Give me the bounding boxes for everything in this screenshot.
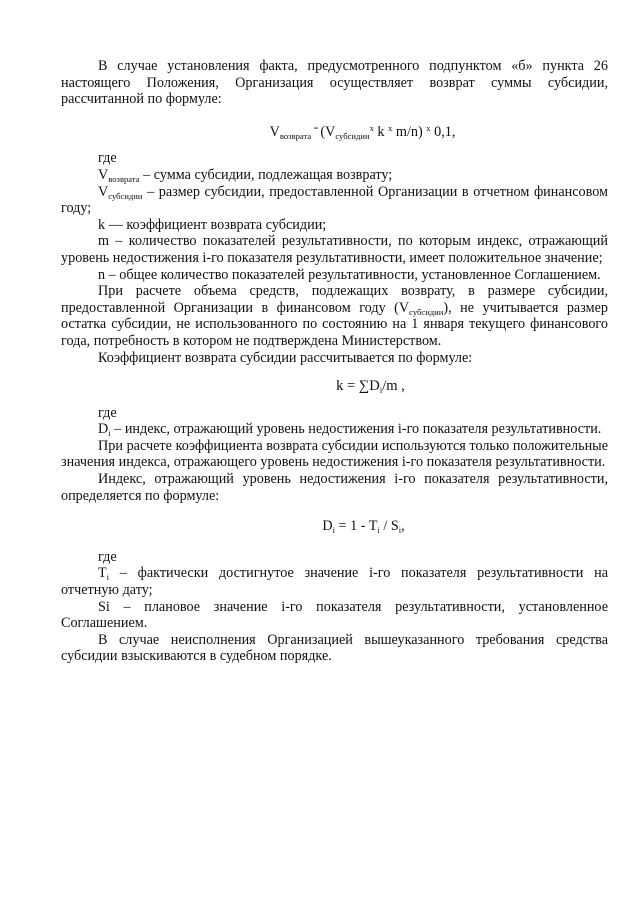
formula-symbol: /m , (382, 378, 405, 395)
definition-m: m – количество показателей результативности, по которым индекс, отражающий уровень недостижения i-го показателя результативности, имеет положительное значение; (61, 233, 608, 266)
formula-symbol: / S (379, 518, 399, 535)
formula-subscript: i (398, 525, 402, 536)
def-symbol: V (98, 183, 109, 200)
definition-k: k — коэффициент возврата субсидии; (98, 216, 327, 233)
formula-symbol: m/n) (392, 123, 427, 140)
formula-symbol: = 1 - T (334, 518, 378, 535)
formula-subscript: i (377, 525, 380, 536)
formula-symbol: D (322, 518, 333, 535)
formula-symbol: (V (320, 123, 336, 140)
def-symbol: V (98, 166, 109, 183)
paragraph-intro: В случае установления факта, предусмотренного подпунктом «б» пункта 26 настоящего Положения, Организация осуществляет возврат суммы субсидии, рассчитанной по формуле: (61, 58, 608, 108)
formula-equals: = (343, 378, 359, 395)
formula-subscript: i (379, 385, 383, 396)
definition-d (61, 421, 608, 438)
paragraph-subscript: субсидии (409, 306, 444, 317)
formula-coefficient (61, 378, 608, 395)
def-text: – индекс, отражающий уровень недостижения i-го показателя результативности. (110, 421, 602, 438)
formula-subscript: возврата (279, 130, 312, 141)
definition-n: n – общее количество показателей результативности, установленное Соглашением. (98, 266, 601, 283)
formula-subscript: субсидии (335, 130, 370, 141)
definition-v-subsidy (61, 184, 608, 217)
formula-symbol: V (269, 123, 280, 140)
def-symbol: T (98, 565, 107, 582)
formula-symbol: 0,1, (430, 123, 456, 140)
definition-v-return (61, 167, 608, 184)
def-text: – фактически достигнутое значение i-го показателя результативности на отчетную дату; (61, 565, 608, 599)
def-subscript: i (106, 572, 110, 583)
where-label: где (98, 548, 117, 565)
formula-times: x (369, 122, 374, 133)
where-label: где (98, 404, 117, 421)
def-symbol: D (98, 421, 109, 438)
formula-symbol: k (336, 378, 344, 395)
paragraph-coefficient-intro: Коэффициент возврата субсидии рассчитывается по формуле: (98, 349, 473, 366)
formula-index (61, 518, 608, 535)
def-subscript: возврата (108, 173, 140, 184)
formula-symbol: k (373, 123, 389, 140)
paragraph-index-intro: Индекс, отражающий уровень недостижения i-го показателя результативности, определяется по формуле: (61, 471, 608, 504)
paragraph-calculation-note (61, 283, 608, 349)
formula-sum: ∑D (358, 378, 380, 395)
def-subscript: субсидии (108, 190, 143, 201)
formula-times: x (388, 122, 393, 133)
definition-s: Si – плановое значение i-го показателя результативности, установленное Соглашением. (61, 598, 608, 632)
def-text: – сумма субсидии, подлежащая возврату; (139, 166, 393, 183)
paragraph-positive-values: При расчете коэффициента возврата субсидии используются только положительные значения индекса, отражающего уровень недостижения i-го показателя результативности. (61, 437, 608, 471)
formula-subscript: i (332, 525, 335, 536)
paragraph-enforcement: В случае неисполнения Организацией вышеуказанного требования средства субсидии взыскиваются в судебном порядке. (61, 631, 608, 665)
formula-times: x (426, 122, 431, 133)
where-label: где (98, 150, 117, 167)
definition-t (61, 565, 608, 598)
def-text: – размер субсидии, предоставленной Организации в отчетном финансовом году; (61, 183, 608, 217)
paragraph-text: ), не учитывается размер остатка субсидии, не использованного по состоянию на 1 января текущего финансового года, потребность в котором не подтверждена Министерством. (61, 299, 609, 349)
def-subscript: i (108, 428, 111, 439)
paragraph-text: При расчете объема средств, подлежащих возврату, в размере субсидии, предоставленной Организации в финансовом году (V (61, 283, 608, 316)
formula-equals: = (311, 122, 321, 133)
formula-symbol: , (401, 518, 405, 535)
formula-return-amount (61, 124, 608, 141)
